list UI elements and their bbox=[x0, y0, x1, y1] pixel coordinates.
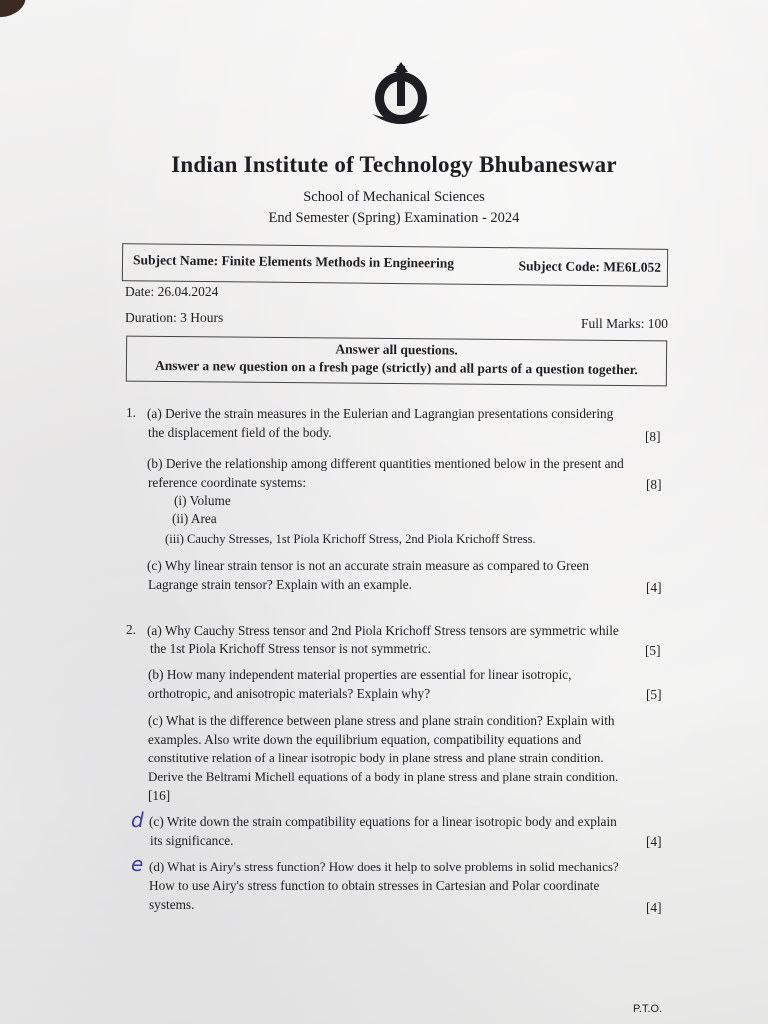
q1a-line2: the displacement field of the body. bbox=[148, 425, 332, 440]
instructions-box bbox=[126, 336, 667, 387]
q1b-item-iii: (iii) Cauchy Stresses, 1st Piola Krichoff Stress, 2nd Piola Krichoff Stress. bbox=[165, 532, 536, 546]
instruction-line: Answer a new question on a fresh page (strictly) and all parts of a question together. bbox=[154, 357, 638, 378]
q2d-line1: (c) Write down the strain compatibility equations for a linear isotropic body and explain bbox=[149, 814, 617, 829]
subject-box bbox=[122, 243, 668, 287]
q2e-line3: systems. bbox=[149, 897, 195, 912]
subject-name: Subject Name: Finite Elements Methods in Engineering bbox=[132, 252, 455, 271]
q2a-marks: [5] bbox=[645, 643, 661, 658]
school-name: School of Mechanical Sciences bbox=[303, 189, 485, 205]
q1b-marks: [8] bbox=[646, 477, 662, 492]
q2d-line2: its significance. bbox=[150, 833, 234, 848]
q2e-line2: How to use Airy's stress function to obtain stresses in Cartesian and Polar coordinate bbox=[149, 878, 600, 893]
q1a-marks: [8] bbox=[645, 429, 661, 444]
q2b-line2: orthotropic, and anisotropic materials? Explain why? bbox=[148, 686, 431, 701]
institute-seal-icon bbox=[366, 58, 436, 130]
question-number: 2. bbox=[126, 622, 136, 637]
subject-code: Subject Code: ME6L052 bbox=[518, 258, 662, 275]
q1c-marks: [4] bbox=[646, 580, 662, 595]
q1c-line2: Lagrange strain tensor? Explain with an example. bbox=[148, 577, 412, 592]
q2b-marks: [5] bbox=[646, 687, 662, 702]
exam-date: Date: 26.04.2024 bbox=[125, 284, 219, 299]
q2c-line2: examples. Also write down the equilibrium equation, compatibility equations and bbox=[148, 732, 582, 747]
q2e-marks: [4] bbox=[646, 900, 662, 915]
handwritten-letter-d: d bbox=[131, 808, 144, 832]
exam-duration: Duration: 3 Hours bbox=[125, 310, 224, 325]
full-marks: Full Marks: 100 bbox=[580, 316, 668, 331]
q1b-line1: (b) Derive the relationship among different quantities mentioned below in the present and bbox=[147, 456, 624, 471]
instruction-line: Answer all questions. bbox=[335, 341, 458, 358]
institute-name: Indian Institute of Technology Bhubaneswar bbox=[171, 152, 617, 177]
q2c-line3: constitutive relation of a linear isotropic body in plane stress and plane strain condition. bbox=[148, 750, 604, 765]
q2c-line4: Derive the Beltrami Michell equations of a body in plane stress and plane strain condition. bbox=[148, 769, 619, 784]
corner-shadow bbox=[0, 0, 29, 22]
q2a-line1: (a) Why Cauchy Stress tensor and 2nd Piola Krichoff Stress tensors are symmetric while bbox=[147, 623, 619, 638]
q2c-marks: [16] bbox=[148, 788, 171, 803]
q1b-item-ii: (ii) Area bbox=[172, 511, 217, 526]
question-number: 1. bbox=[126, 405, 136, 420]
q2c-line1: (c) What is the difference between plane stress and plane strain condition? Explain with bbox=[148, 713, 615, 728]
q2e-line1: (d) What is Airy's stress function? How does it help to solve problems in solid mechanics? bbox=[149, 859, 619, 874]
q1a-line1: (a) Derive the strain measures in the Eulerian and Lagrangian presentations considering bbox=[147, 406, 614, 421]
q2d-marks: [4] bbox=[646, 834, 662, 849]
page-turn-note: P.T.O. bbox=[633, 1003, 663, 1015]
q1c-line1: (c) Why linear strain tensor is not an accurate strain measure as compared to Green bbox=[147, 558, 590, 573]
handwritten-letter-e: e bbox=[131, 852, 144, 876]
q2a-line2: the 1st Piola Krichoff Stress tensor is not symmetric. bbox=[150, 641, 431, 656]
q1b-line2: reference coordinate systems: bbox=[148, 475, 307, 490]
q2b-line1: (b) How many independent material properties are essential for linear isotropic, bbox=[148, 667, 572, 682]
exam-title: End Semester (Spring) Examination - 2024 bbox=[268, 210, 520, 226]
q1b-item-i: (i) Volume bbox=[174, 493, 231, 508]
